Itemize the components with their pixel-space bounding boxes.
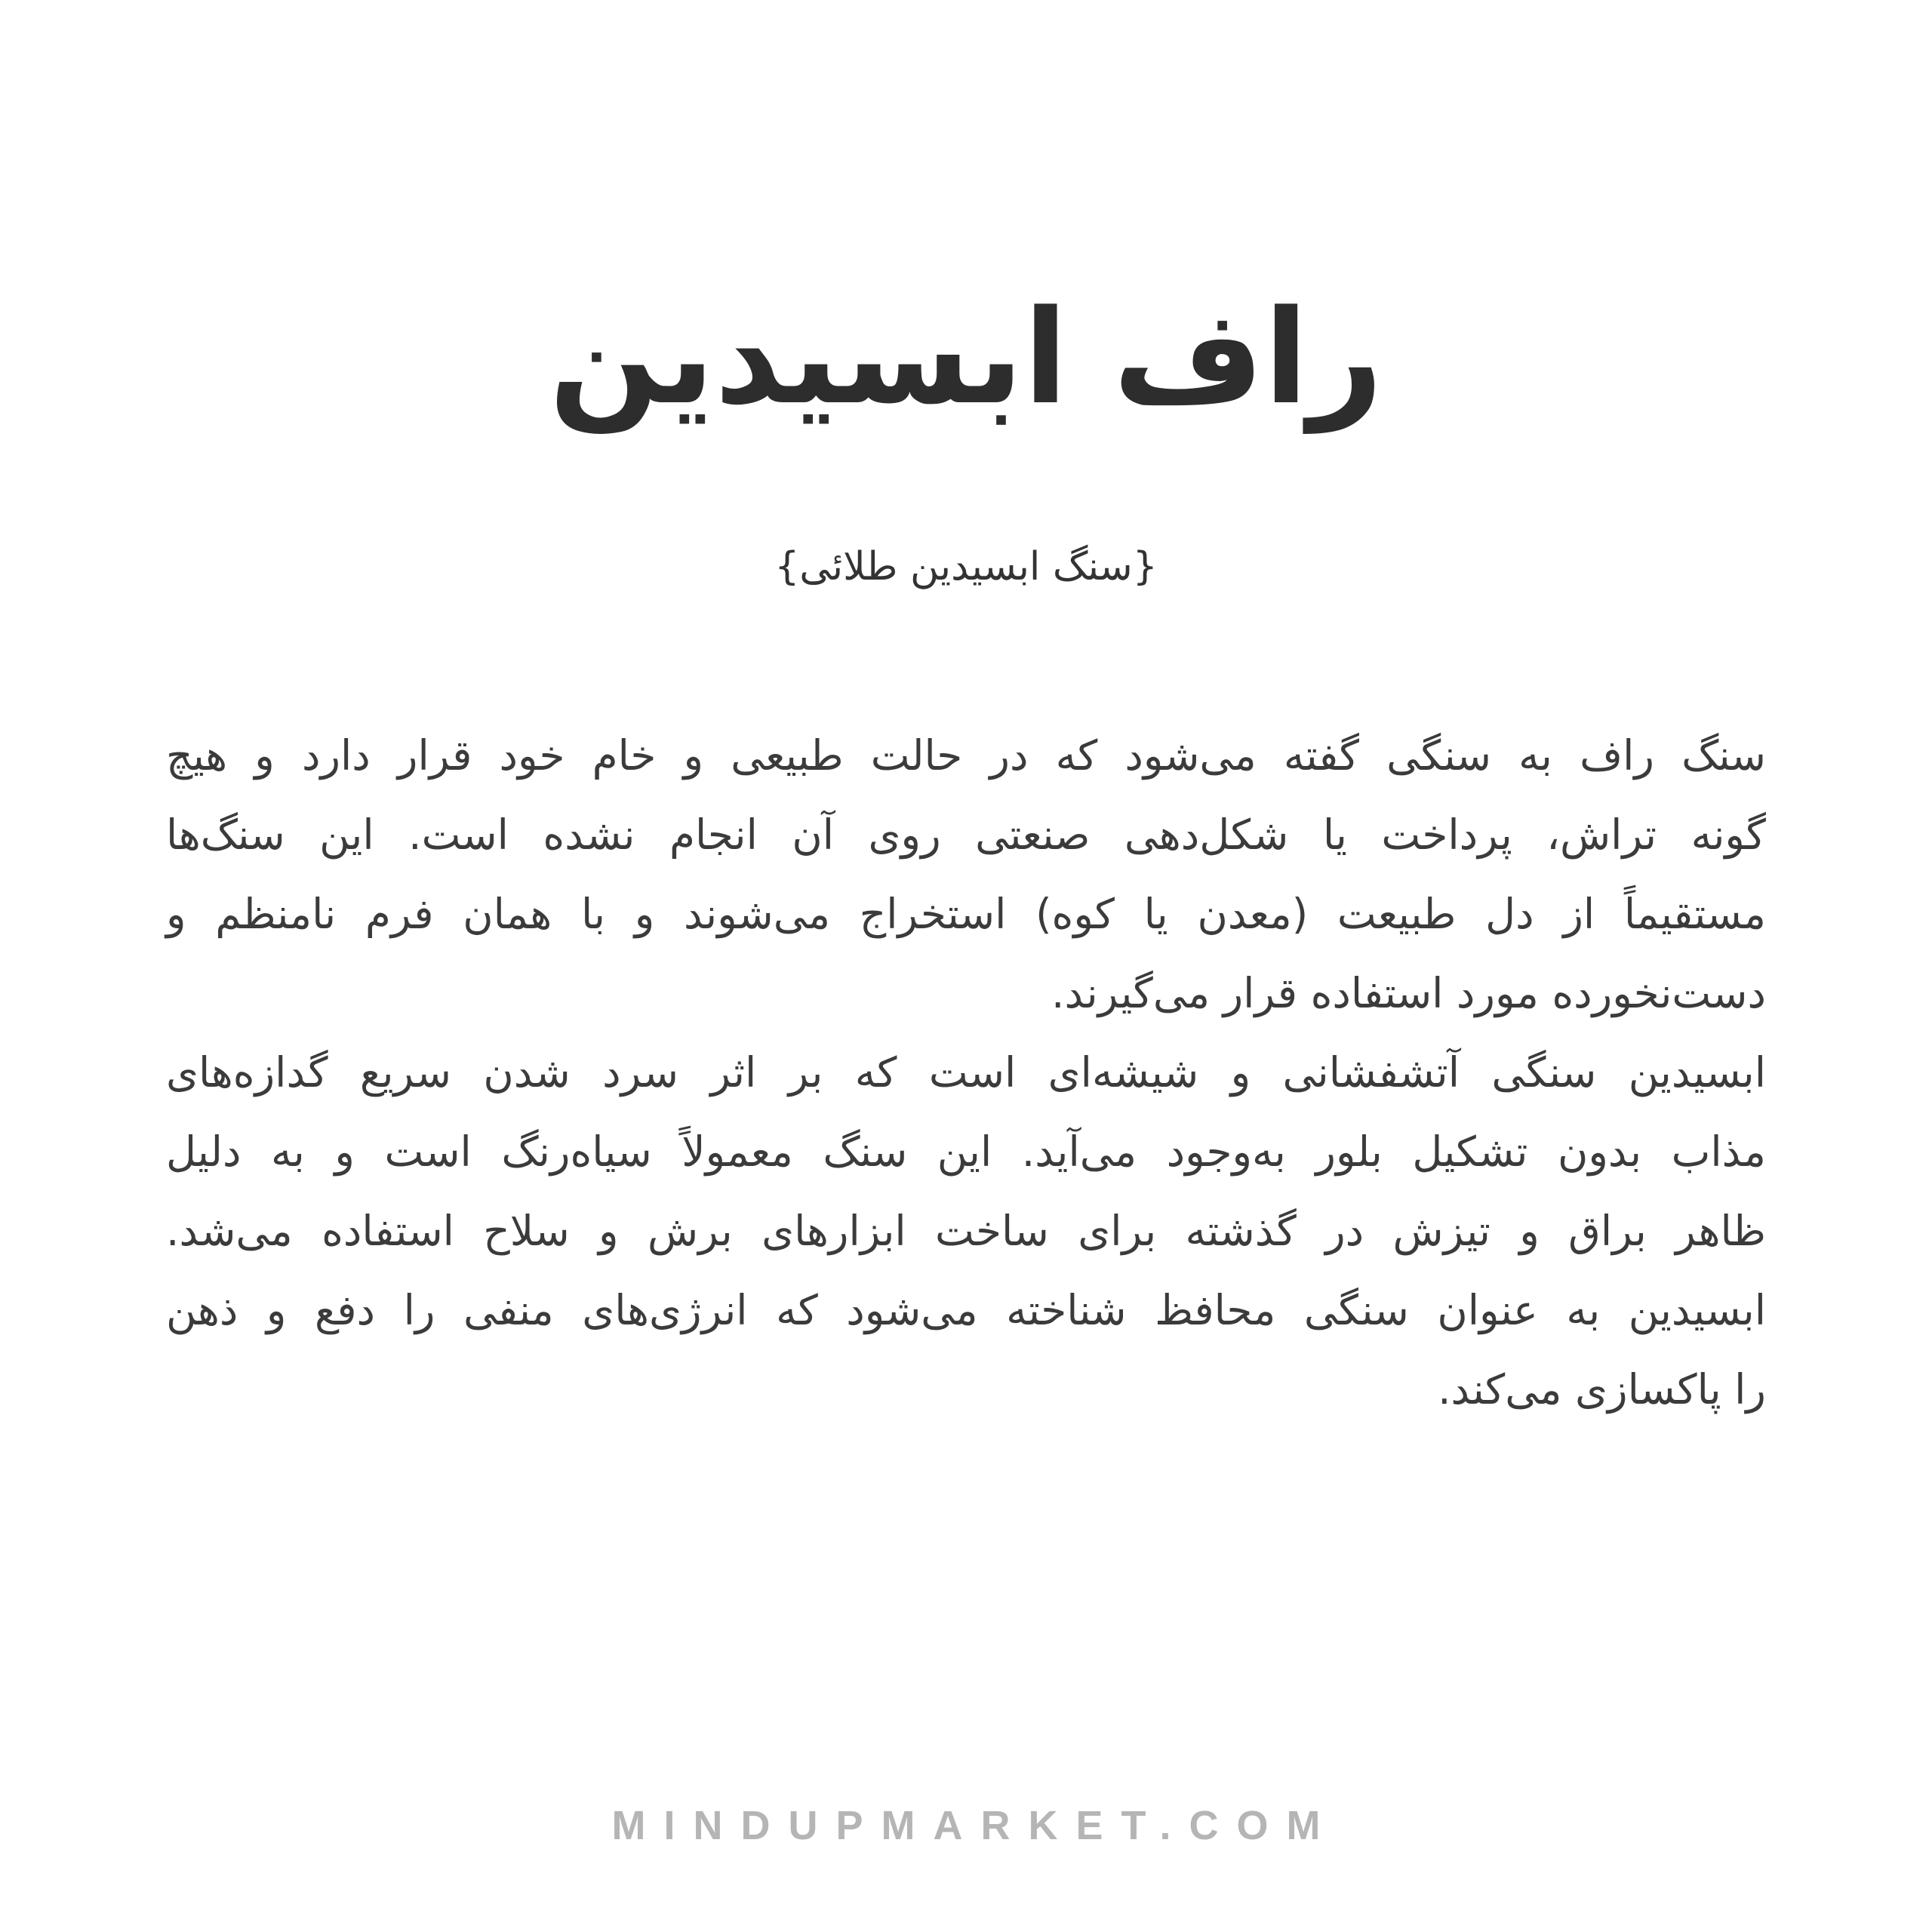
body-text (166, 716, 1766, 1429)
site-url-text: MINDUPMARKET.COM (611, 1803, 1339, 1848)
text-line: مذاب بدون تشکیل بلور به‌وجود می‌آید. این سنگ معمولاً سیاه‌رنگ است و به دلیل (166, 1128, 1766, 1177)
text-line: گونه تراش، پرداخت یا شکل‌دهی صنعتی روی آن انجام نشده است. این سنگ‌ها (166, 811, 1766, 860)
page-title: راف ابسیدین (549, 281, 1383, 433)
text-line: را پاکسازی می‌کند. (1438, 1365, 1766, 1414)
text-line: دست‌نخورده مورد استفاده قرار می‌گیرند. (1051, 969, 1766, 1018)
paragraph-1 (166, 716, 1766, 1033)
text-line: مستقیماً از دل طبیعت (معدن یا کوه) استخراج می‌شوند و با همان فرم نامنظم و (166, 890, 1766, 939)
text-line: ظاهر براق و تیزش در گذشته برای ساخت ابزارهای برش و سلاح استفاده می‌شد. (166, 1207, 1766, 1256)
text-line: ابسیدین سنگی آتشفشانی و شیشه‌ای است که بر اثر سرد شدن سریع گدازه‌های (166, 1048, 1766, 1097)
text-line: سنگ راف به سنگی گفته می‌شود که در حالت طبیعی و خام خود قرار دارد و هیچ (166, 731, 1766, 780)
page-subtitle: {سنگ ابسیدین طلائی} (774, 544, 1158, 590)
footer (0, 1802, 1932, 1849)
paragraph-2 (166, 1033, 1766, 1429)
text-line: ابسیدین به عنوان سنگی محافظ شناخته می‌شود که انرژی‌های منفی را دفع و ذهن (166, 1286, 1766, 1335)
